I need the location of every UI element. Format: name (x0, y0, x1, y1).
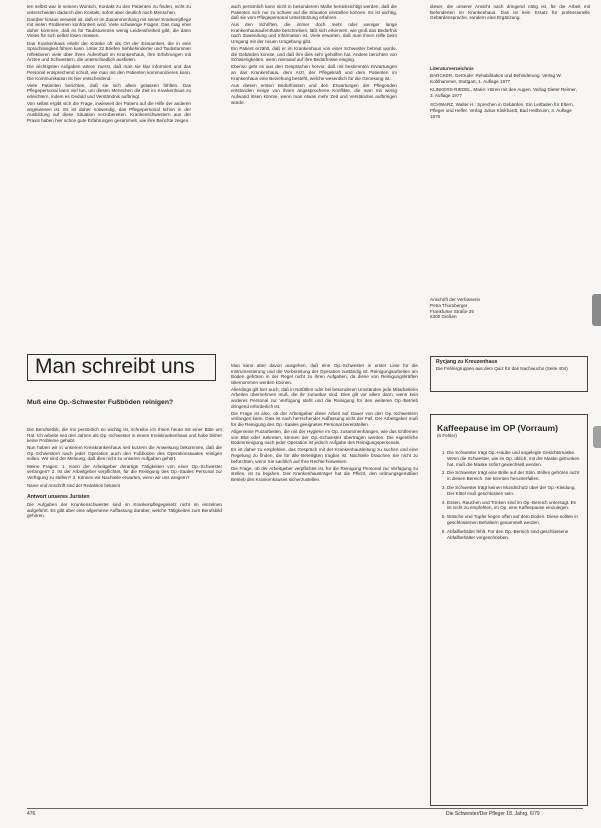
quiz-item: 5. Wäsche und Tupfer liegen offen auf dem Boden. Diese sollten in geschlossenen Behältern gesammelt werden. (447, 514, 581, 526)
author-city: 6300 Gießen (430, 314, 457, 320)
answer-heading: Antwort unseres Juristen (27, 493, 90, 500)
section-banner: Man schreibt uns (27, 354, 216, 381)
quiz-item: 1. Die Schwester trägt Op.-Haube und angelegte Gesichtsmaske. Wenn die Schwester, wie im Op. üblich, mit der Maske getrunken hat, muß die Maske sofort gewechselt werden. (447, 450, 581, 467)
author-label: Anschrift der Verfasserin (430, 297, 481, 302)
page-number: 476 (27, 811, 36, 817)
article-column-2 (231, 4, 397, 244)
page-edge-tab (593, 426, 601, 448)
footer-rule (27, 808, 583, 809)
paragraph: Die Frage ist also, ob der Arbeitgeber diese Arbeit auf Dauer von den Op.-Schwestern verlangen kann. Dies ist nach herrschender Auffassung nicht der Fall. Der Arbeitgeber muß für die Reinigung des Op.-Saales geeignetes Personal bereitstellen. (231, 410, 418, 427)
quiz-item: 6. Abfallbehälter fehlt. Für den Op.-Bereich sind geschlossene Abfallbehälter vorgeschrieben. (447, 529, 581, 541)
paragraph: Es ist daher zu empfehlen, das Gespräch mit der Krankenhausleitung zu suchen und eine Regelung zu finden, die für alle Beteiligten tragbar ist. Nachteile brauchen Sie nicht zu befürchten, wenn Sie sachlich auf Ihre Rechte hinweisen. (231, 447, 418, 464)
paragraph: auch persönlich kann nicht in besonderem Maße berücksichtigt werden, daß die Patienten sich nur zu schwer auf die Situation einstellen können. Es ist wichtig, daß sie vom Pflegepersonal Unterstützung erfahren. (231, 4, 397, 21)
literature-entry: BARCKER, Gertrude: Rehabilitation und Behinderung. Verlag W. Kohlhammer, Stuttgart, 1. Auflage 1977 (430, 72, 562, 84)
paragraph: Aus den Schriften, die immer doch mehr oder weniger lange Krankenhausaufenthalte beschreiben, läßt sich erkennen, wie groß das Bedürfnis nach Zuwendung und Information ist. Viele erwarten, daß man ihnen Hilfe beim Umgang mit der neuen Umgebung gibt. (231, 22, 397, 45)
quiz-item: 2. Die Schwester trägt eine Brille auf der Stirn. Brillen gehören nicht in diesen Bereich. Sie könnten herunterfallen. (447, 470, 581, 482)
paragraph: Die Berufsethik, die mir persönlich so wichtig ist, schreibe ich Ihnen heute mit einer Bitte um Rat. Ich arbeite seit drei Jahren als Op.-Schwester in einem Kreiskrankenhaus und habe bisher keine Probleme gehabt. (27, 427, 222, 444)
literature-entry: SCHWARZ, Walter H.: Sprechen in Gebärden. Ein Leitfaden für Eltern, Pfleger und Helfer. Verlag Julius Klinkhardt, Bad Heilbrunn, 3. Auflage 1976 (430, 101, 574, 119)
question-body (27, 427, 222, 767)
question-title: Muß eine Op.-Schwester Fußböden reinigen? (27, 399, 174, 406)
quiz-subtitle: (6 Fehler) (437, 433, 457, 438)
paragraph: Allerdings gilt hier auch, daß in Notfällen oder bei besonderen Umständen jede Mitarbeiterin Arbeiten übernehmen muß, die ihr zumutbar sind. Dies gilt vor allem dann, wenn kein anderes Personal zur Verfügung steht und die Reinigung für den weiteren Op.-Betrieb dringend erforderlich ist. (231, 386, 418, 409)
paragraph: Die Frage, ob der Arbeitgeber verpflichtet ist, für die Reinigung Personal zur Verfügung zu stellen, ist zu bejahen. Der Krankenhausträger hat die Pflicht, den ordnungsgemäßen Betrieb des Krankenhauses sicherzustellen. (231, 465, 418, 482)
quiz-item: 4. Essen, Rauchen und Trinken sind im Op.-Bereich untersagt. Es ist nicht zu empfehlen, im Op. eine Kaffeepause einzulegen. (447, 500, 581, 512)
quiz-item: 3. Die Schwester trägt keinen Mundschutz über der Op.-Kleidung. Der Kittel muß geschlossen sein. (447, 485, 581, 497)
literature-entry: KLINKERS-RIEDEL, Marie: Hören mit den Augen. Verlag Dieter Reimer, 3. Auflage 1977 (430, 87, 577, 99)
article-column-3 (430, 4, 590, 64)
page-edge-tab (592, 294, 601, 326)
paragraph: Aus diesen ersten Bedürfnissen und den Erwartungen der Pflegenden entstanden einige von ihnen angesprochene Konflikte, die man mit wenig Aufwand lösen könnte, wenn man etwas mehr Zeit und Verständnis aufbringen würde. (231, 82, 397, 105)
paragraph: Ein Patient erzählt, daß er im Krankenhaus von einer Schwester betreut wurde, die Gebärden konnte, und daß ihm dies sehr geholfen hat. Andere berichten von Schwierigkeiten, wenn niemand auf ihre Bedürfnisse einging. (231, 46, 397, 63)
question-signature: Name und Anschrift sind der Redaktion bekannt (27, 483, 120, 489)
paragraph: Die Aufgaben der Krankenschwester sind im Krankenpflegegesetz nicht im einzelnen aufgeführt. Es gibt aber eine allgemeine Auffassung darüber, welche Tätigkeiten zum Berufsbild gehören. (27, 502, 222, 519)
paragraph: Ebenso geht es aus den Gesprächen hervor, daß mit bestimmten Erwartungen an das Krankenhaus, dem Arzt, der Pflegekraft und dem Patienten im Krankenhaus eine Beziehung besteht, welche wesentlich für die Genesung ist. (231, 64, 397, 81)
literature-heading: Literaturverzeichnis (430, 66, 474, 71)
quiz-box (430, 414, 588, 806)
answer-column (231, 363, 418, 793)
notice-title: Rycjang zu Kreuzenhaus (436, 359, 498, 365)
paragraph: Das Krankenhaus erlebt der Kranke oft als Ort der Einsamkeit, die in eine Sprachlosigkeit führen kann. Unter 22 Briefen Sehbehinderter und Taubstummer reflektieren viele über ihren Aufenthalt im Krankenhaus, ihre Erfahrungen mit Ärzten und Schwestern, die unterschiedlich ausfielen. (27, 40, 191, 63)
paragraph: Man kann aber davon ausgehen, daß eine Op.-Schwester in erster Linie für die Instrumentierung und die Vorbereitung der Operation zuständig ist. Reinigungsarbeiten am Boden gehören in der Regel nicht zu ihren Aufgaben, da diese von Reinigungskräften übernommen werden können. (231, 363, 418, 385)
quiz-title: Kaffeepause im OP (Vorraum) (437, 423, 558, 433)
author-name: Petra Thurnberger (430, 302, 468, 308)
paragraph: Viele Patienten berichten, daß sie sich allein gelassen fühlten. Das Pflegepersonal kann viel tun, um diesen Menschen die Zeit im Krankenhaus zu erleichtern, indem es Geduld und Verständnis aufbringt. (27, 82, 191, 99)
paragraph: Die wichtigsten Aufgaben wären zuerst, daß man sie klar informiert und das Personal entsprechend schult, wie man mit den Patienten kommunizieren kann. Die Kommunikation ist hier entscheidend. (27, 64, 191, 81)
notice-box (430, 356, 588, 392)
author-street: Frankfurter Straße 25 (430, 308, 474, 314)
paragraph: Von selbst ergibt sich die Frage, inwieweit der Patient auf die Hilfe der anderen angewiesen ist. Es ist daher notwendig, das Pflegepersonal schon in der Ausbildung auf diese Situation vorzubereiten. Krankenschwestern aus der Praxis haben hier schon gute Erfahrungen gesammelt, wie ihre Berichte zeigen. (27, 101, 191, 123)
article-column-1 (27, 4, 191, 244)
author-address (430, 297, 580, 320)
paragraph: ten selbst war in seinem Wunsch, Kontakt zu den Patienten zu finden, nicht zu unterscheiden dadurch den Kontakt, sofort aber deutlich nach Menschen. (27, 4, 191, 15)
notice-body: Die Fehlergruppen aus dem Quiz für das Nachwuchs (Seite 404) (436, 365, 568, 371)
quiz-list (437, 450, 581, 540)
journal-name: Die Schwester/Der Pfleger 18. Jahrg. 6/79 (446, 811, 540, 817)
paragraph: Darüber hinaus verweist ist, daß er im Zusammenhang mit seiner Krankenpflege mit vielen Problemen konfrontiert wird. Viele schwierige Fragen: Das mag eher daher kommen, daß es für Taubstummen wenig Leidensfreiheit gibt, die dann Vieles für sich selbst lösen müssen. (27, 16, 191, 39)
paragraph: Allgemeine Putzarbeiten, die mit der Hygiene im Op. zusammenhängen, wie das Entfernen von Blut oder Sekreten, können der Op.-Schwester übertragen werden. Die eigentliche Bodenreinigung nach jeder Operation ist jedoch Aufgabe des Reinigungspersonals. (231, 429, 418, 446)
paragraph: Nun haben wir in unserem Kreiskrankenhaus seit kurzem die Anweisung bekommen, daß die Op.-Schwestern nach jeder Operation auch den Fußboden des Operationssaales reinigen sollen. Wir sind der Meinung, daß dies nicht zu unseren Aufgaben gehört. (27, 445, 222, 462)
paragraph: dieser, die unserer Ansicht nach dringend nötig ist, für die Arbeit mit Behinderten im Krankenhaus. Das ist kein Ersatz für professionelle Gebärdensprache, sondern eine Ergänzung. (430, 4, 590, 21)
paragraph: Meine Fragen: 1. Kann der Arbeitgeber derartige Tätigkeiten von einer Op.-Schwester verlangen? 2. Ist der Arbeitgeber verpflichtet, für die Reinigung des Op.-Saales Personal zur Verfügung zu stellen? 3. Können wir Nachteile erwarten, wenn wir uns weigern? (27, 463, 222, 480)
literature-list (430, 66, 580, 122)
